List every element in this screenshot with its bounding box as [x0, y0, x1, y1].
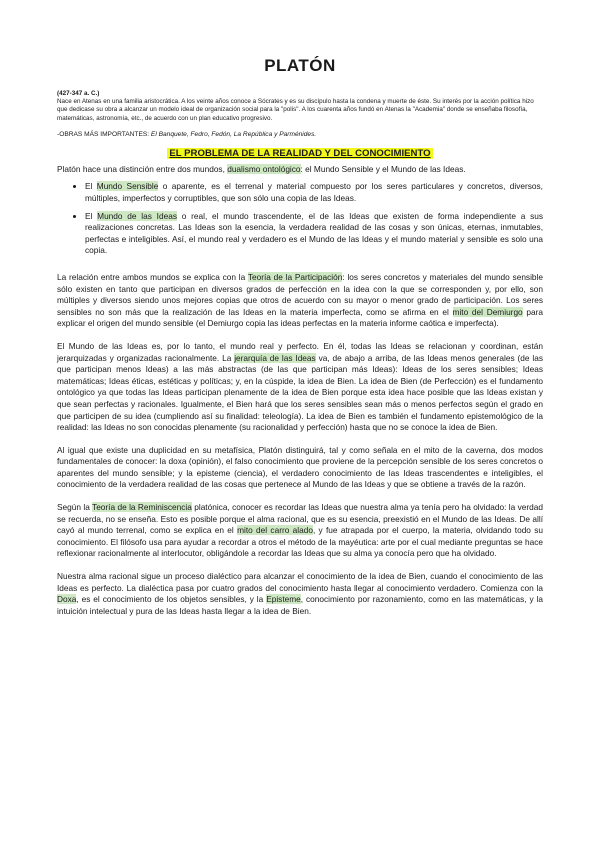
highlight: dualismo ontológico — [227, 163, 301, 174]
intro-paragraph: Platón hace una distinción entre dos mundos, dualismo ontológico: el Mundo Sensible y el Mundo de las Ideas. — [57, 163, 466, 174]
knowledge-paragraph: Al igual que existe una duplicidad en su metafísica, Platón distinguirá, tal y como señala en el mito de la caverna, dos modos fundamentales de conocer: la doxa (opinión), el falso conocimiento que proviene de la percepción sensible de los seres concretos o aparentes del mundo sensible; y la episteme (ciencia), el verdadero conocimiento de las Ideas trascendentes e inteligibles, el conocimiento de la verdadera realidad de las cosas que pertenece al Mundo de las Ideas y que se obtiene a través de la razón. — [57, 444, 543, 490]
worlds-list — [57, 181, 543, 257]
works-list: El Banquete, Fedro, Fedón, La República y Parménides. — [150, 130, 317, 138]
reminiscence-paragraph: Según la Teoría de la Reminiscencia platónica, conocer es recordar las Ideas que nuestra alma ya tenía pero ha olvidado: la verdad se recuerda, no se enseña. Esto es posible porque el alma racional, que es su esencia, preexistió en el Mundo de las Ideas. De allí cayó al mundo terrenal, como se explica en el mito del carro alado, y fue atrapada por el cuerpo, la materia, olvidando todo su conocimiento. El filósofo usa para ayudar a recordar a otros el método de la mayéutica: arte por el cual mediante preguntas se hace reflexionar racionalmente al interlocutor, obligándole a recordar las Ideas que su alma ya conocía pero que ha olvidado. — [57, 502, 543, 559]
highlight: Teoría de la Participación — [247, 271, 343, 282]
section-heading: EL PROBLEMA DE LA REALIDAD Y DEL CONOCIMIENTO — [169, 147, 431, 159]
highlight: mito del Demiurgo — [452, 306, 523, 317]
highlight: Teoría de la Reminiscencia — [92, 502, 192, 513]
participation-paragraph: La relación entre ambos mundos se explica con la Teoría de la Participación: los seres concretos y materiales del mundo sensible sólo existen en tanto que participan en diversos grados de perfección en la idea con la que se corresponden y, por ello, son múltiples y diversos siendo unos mejores copias que otros de acuerdo con su mayor o menor grado de participación. Los seres sensibles no son más que la realización de las Ideas en la materia imperfecta, como se afirma en el mito del Demiurgo para explicar el origen del mundo sensible (el Demiurgo copia las ideas perfectas en la materia informe caótica e imperfecta). — [57, 271, 543, 329]
dates: (427-347 a. C.) — [57, 90, 100, 97]
bio-block — [57, 90, 543, 123]
highlight: Mundo Sensible — [96, 181, 159, 192]
highlight: jerarquía de las Ideas — [234, 352, 316, 363]
list-item: • El Mundo de las Ideas o real, el mundo trascendente, el de las Ideas que existen de forma independiente a sus realizaciones concretas. Las Ideas son la esencia, la verdadera realidad de las cosas y son únicas, eternas, inmutables, perfectas e inteligibles. Así, el mundo real y verdadero es el Mundo de las Ideas y el mundo material y sensible es solo una copia. — [85, 211, 543, 257]
highlight: Mundo de las Ideas — [97, 210, 177, 221]
highlight: Episteme — [266, 594, 301, 605]
highlight: Doxa — [57, 594, 77, 605]
document-page — [57, 56, 543, 628]
dialectic-paragraph: Nuestra alma racional sigue un proceso dialéctico para alcanzar el conocimiento de la idea de Bien, cuando el conocimiento de las Ideas es perfecto. La dialéctica pasa por cuatro grados del conocimiento hasta llegar al conocimiento verdadero. Comienza con la Doxa, es el conocimiento de los objetos sensibles, y la Episteme, conocimiento por razonamiento, como en las matemáticas, y la intuición intelectual y pura de las Ideas hasta llegar a la idea de Bien. — [57, 571, 543, 616]
hierarchy-paragraph: El Mundo de las Ideas es, por lo tanto, el mundo real y perfecto. En él, todas las Ideas se relacionan y coordinan, están jerarquizadas y organizadas racionalmente. La jerarquía de las Ideas va, de abajo a arriba, de las Ideas menos generales (de las que participan menos Ideas) a las más abstractas (de las que participan más Ideas): Ideas de los seres sensibles; Ideas matemáticas; Ideas éticas, estéticas y políticas; y, en la cúspide, la idea de Bien. La idea de Bien (de Perfección) es el fundamento ontológico ya que todas las Ideas participan plenamente de la idea de Bien porque esta idea hace posible que las Ideas existan y que sean perfectas y racionales. Igualmente, el Bien hará que los seres sensibles sean más o menos perfectos según el grado en que participen de su idea (cumpliendo así su finalidad: teleología). La idea de Bien es también el fundamento epistemológico de la realidad: las Ideas no son conocidas plenamente (su racionalidad y perfección) hasta que no se conoce la idea de Bien. — [57, 340, 544, 433]
highlight: mito del carro alado — [237, 525, 313, 536]
page-title: PLATÓN — [264, 56, 336, 75]
list-item: • El Mundo Sensible o aparente, es el terrenal y material compuesto por los seres particulares y concretos, diversos, múltiples, imperfectos y corruptibles, que son sólo una copia de las Ideas. — [85, 181, 543, 204]
works-label: -OBRAS MÁS IMPORTANTES: — [57, 130, 151, 138]
bio-text: Nace en Atenas en una familia aristocrática. A los veinte años conoce a Sócrates y es su discípulo hasta la condena y muerte de éste. Su interés por la acción política hizo que dedicase su obra a alcanzar un modelo ideal de organización social para la "polis". A los cuarenta años fundó en Atenas la "Academia" donde se enseñaba filosofía, matemáticas, astronomía, etc., de acuerdo con un plan educativo progresivo. — [57, 98, 534, 122]
works-line — [57, 131, 543, 138]
